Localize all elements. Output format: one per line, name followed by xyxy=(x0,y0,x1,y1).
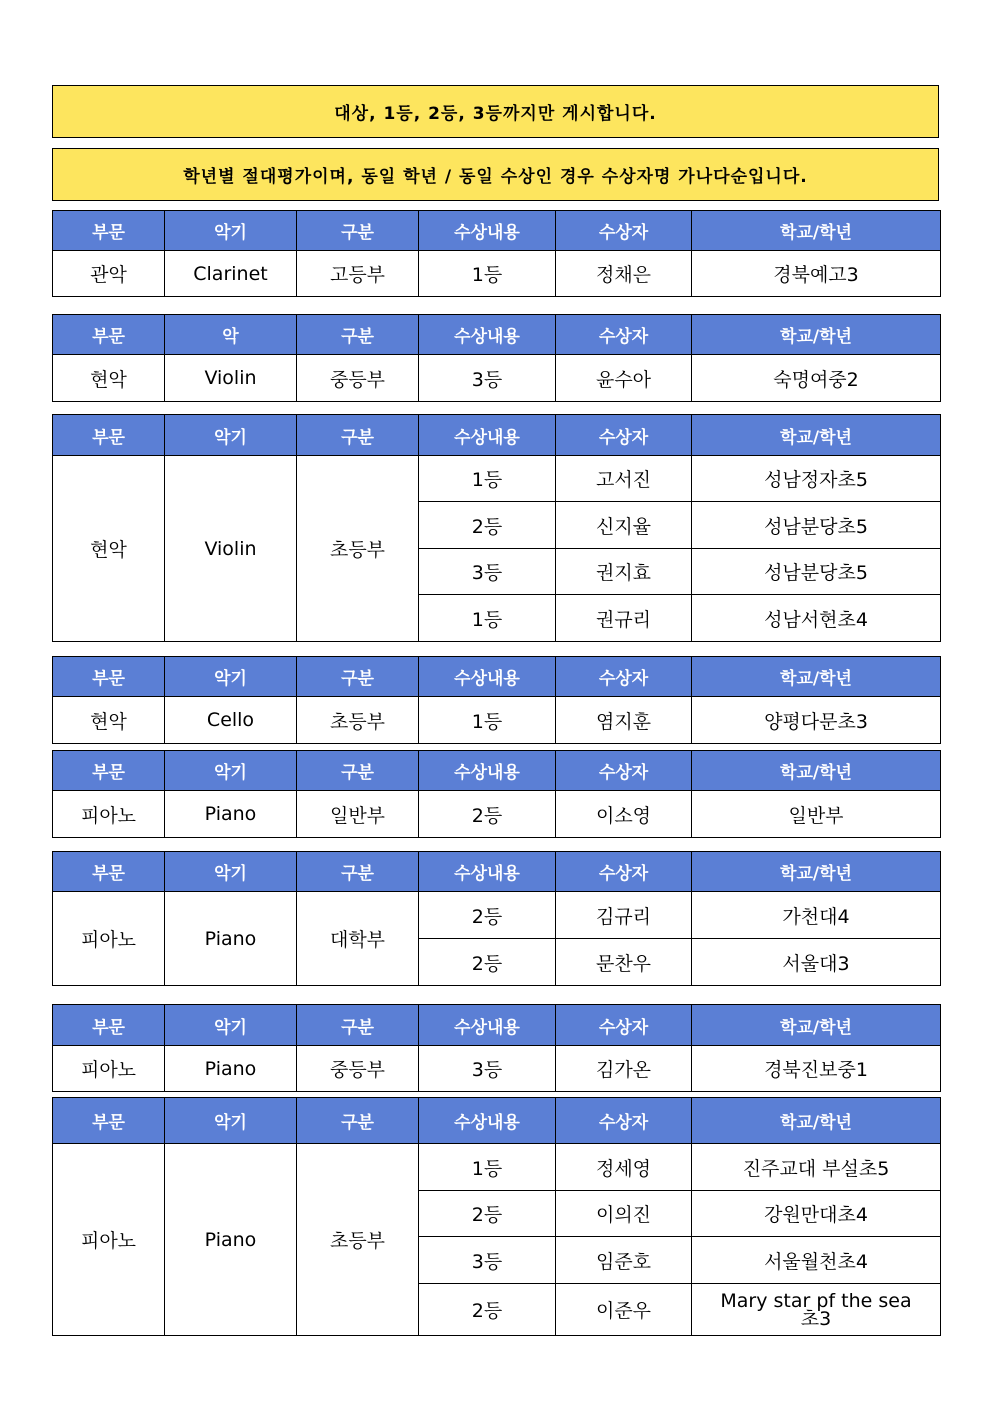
award-cell: 1등 xyxy=(419,1144,556,1191)
table-header-row xyxy=(53,852,941,892)
award-table xyxy=(52,851,941,986)
category-header: 구분 xyxy=(297,657,419,697)
category-header: 구분 xyxy=(297,751,419,791)
instrument-header: 악기 xyxy=(165,751,297,791)
division-cell: 피아노 xyxy=(53,1046,165,1092)
table-header-row xyxy=(53,315,941,355)
instrument-header: 악기 xyxy=(165,657,297,697)
winner-cell: 김가온 xyxy=(556,1046,692,1092)
award-header: 수상내용 xyxy=(419,1005,556,1046)
award-header: 수상내용 xyxy=(419,211,556,251)
winner-cell: 권규리 xyxy=(556,595,692,642)
award-table xyxy=(52,656,941,744)
instrument-header: 악기 xyxy=(165,211,297,251)
notice-text: 대상, 1등, 2등, 3등까지만 게시합니다. xyxy=(334,104,657,124)
award-header: 수상내용 xyxy=(419,1098,556,1144)
winner-cell: 염지훈 xyxy=(556,697,692,744)
school-cell: 서울대3 xyxy=(692,939,941,986)
notice-banner-1 xyxy=(52,85,939,138)
award-table xyxy=(52,314,941,402)
category-header: 구분 xyxy=(297,852,419,892)
table-row xyxy=(53,456,941,502)
award-cell: 1등 xyxy=(419,251,556,297)
category-cell: 초등부 xyxy=(297,456,419,642)
school-cell: 서울월천초4 xyxy=(692,1237,941,1284)
school-cell: 일반부 xyxy=(692,791,941,838)
school-header: 학교/학년 xyxy=(692,657,941,697)
table-row xyxy=(53,1144,941,1191)
winner-header: 수상자 xyxy=(556,751,692,791)
division-cell: 피아노 xyxy=(53,1144,165,1336)
category-cell: 중등부 xyxy=(297,1046,419,1092)
category-header: 구분 xyxy=(297,1098,419,1144)
table-row xyxy=(53,1046,941,1092)
winner-cell: 이준우 xyxy=(556,1284,692,1336)
winner-cell: 정세영 xyxy=(556,1144,692,1191)
division-cell: 피아노 xyxy=(53,791,165,838)
winner-header: 수상자 xyxy=(556,415,692,456)
award-table xyxy=(52,210,941,297)
division-cell: 현악 xyxy=(53,355,165,402)
division-cell: 피아노 xyxy=(53,892,165,986)
category-cell: 고등부 xyxy=(297,251,419,297)
instrument-header: 악기 xyxy=(165,1005,297,1046)
division-header: 부문 xyxy=(53,1098,165,1144)
winner-header: 수상자 xyxy=(556,852,692,892)
award-cell: 2등 xyxy=(419,892,556,939)
winner-cell: 임준호 xyxy=(556,1237,692,1284)
school-cell: 강원만대초4 xyxy=(692,1191,941,1237)
award-cell: 2등 xyxy=(419,939,556,986)
school-header: 학교/학년 xyxy=(692,1098,941,1144)
category-header: 구분 xyxy=(297,415,419,456)
table-header-row xyxy=(53,415,941,456)
category-header: 구분 xyxy=(297,315,419,355)
award-header: 수상내용 xyxy=(419,415,556,456)
award-cell: 3등 xyxy=(419,355,556,402)
award-cell: 1등 xyxy=(419,456,556,502)
division-header: 부문 xyxy=(53,852,165,892)
winner-cell: 신지율 xyxy=(556,502,692,549)
winner-cell: 윤수아 xyxy=(556,355,692,402)
instrument-header: 악 xyxy=(165,315,297,355)
winner-header: 수상자 xyxy=(556,657,692,697)
school-header: 학교/학년 xyxy=(692,415,941,456)
notice-text: 학년별 절대평가이며, 동일 학년 / 동일 수상인 경우 수상자명 가나다순입니다. xyxy=(183,167,808,187)
category-cell: 초등부 xyxy=(297,697,419,744)
winner-cell: 권지효 xyxy=(556,549,692,595)
award-cell: 2등 xyxy=(419,1284,556,1336)
category-header: 구분 xyxy=(297,211,419,251)
category-cell: 중등부 xyxy=(297,355,419,402)
school-header: 학교/학년 xyxy=(692,211,941,251)
division-cell: 관악 xyxy=(53,251,165,297)
award-cell: 3등 xyxy=(419,1046,556,1092)
school-cell: 숙명여중2 xyxy=(692,355,941,402)
award-table xyxy=(52,1004,941,1092)
award-header: 수상내용 xyxy=(419,657,556,697)
winner-cell: 문찬우 xyxy=(556,939,692,986)
category-cell: 초등부 xyxy=(297,1144,419,1336)
instrument-cell: Cello xyxy=(165,697,297,744)
school-cell: Mary star pf the sea 초3 xyxy=(692,1284,941,1336)
division-header: 부문 xyxy=(53,415,165,456)
winner-cell: 고서진 xyxy=(556,456,692,502)
instrument-header: 악기 xyxy=(165,415,297,456)
category-header: 구분 xyxy=(297,1005,419,1046)
winner-cell: 이소영 xyxy=(556,791,692,838)
division-cell: 현악 xyxy=(53,697,165,744)
winner-cell: 정채은 xyxy=(556,251,692,297)
winner-header: 수상자 xyxy=(556,211,692,251)
award-cell: 1등 xyxy=(419,595,556,642)
instrument-cell: Piano xyxy=(165,1046,297,1092)
instrument-cell: Violin xyxy=(165,355,297,402)
table-row xyxy=(53,791,941,838)
winner-header: 수상자 xyxy=(556,1098,692,1144)
award-cell: 2등 xyxy=(419,502,556,549)
award-cell: 2등 xyxy=(419,1191,556,1237)
instrument-header: 악기 xyxy=(165,1098,297,1144)
school-cell: 경북예고3 xyxy=(692,251,941,297)
school-header: 학교/학년 xyxy=(692,751,941,791)
table-header-row xyxy=(53,751,941,791)
award-header: 수상내용 xyxy=(419,315,556,355)
table-row xyxy=(53,251,941,297)
winner-cell: 이의진 xyxy=(556,1191,692,1237)
award-cell: 3등 xyxy=(419,1237,556,1284)
school-header: 학교/학년 xyxy=(692,852,941,892)
division-header: 부문 xyxy=(53,315,165,355)
award-table xyxy=(52,414,941,642)
winner-cell: 김규리 xyxy=(556,892,692,939)
award-header: 수상내용 xyxy=(419,852,556,892)
table-row xyxy=(53,355,941,402)
school-header: 학교/학년 xyxy=(692,315,941,355)
instrument-cell: Clarinet xyxy=(165,251,297,297)
school-cell: 성남정자초5 xyxy=(692,456,941,502)
table-row xyxy=(53,892,941,939)
award-table xyxy=(52,750,941,838)
division-header: 부문 xyxy=(53,1005,165,1046)
instrument-cell: Piano xyxy=(165,1144,297,1336)
school-header: 학교/학년 xyxy=(692,1005,941,1046)
instrument-cell: Piano xyxy=(165,791,297,838)
school-cell: 양평다문초3 xyxy=(692,697,941,744)
school-cell: 성남분당초5 xyxy=(692,549,941,595)
table-header-row xyxy=(53,657,941,697)
award-header: 수상내용 xyxy=(419,751,556,791)
school-cell: 성남분당초5 xyxy=(692,502,941,549)
school-cell: 성남서현초4 xyxy=(692,595,941,642)
table-row xyxy=(53,697,941,744)
award-cell: 3등 xyxy=(419,549,556,595)
category-cell: 대학부 xyxy=(297,892,419,986)
division-header: 부문 xyxy=(53,751,165,791)
table-header-row xyxy=(53,1005,941,1046)
category-cell: 일반부 xyxy=(297,791,419,838)
award-cell: 1등 xyxy=(419,697,556,744)
division-cell: 현악 xyxy=(53,456,165,642)
winner-header: 수상자 xyxy=(556,315,692,355)
division-header: 부문 xyxy=(53,657,165,697)
instrument-cell: Violin xyxy=(165,456,297,642)
award-table xyxy=(52,1097,941,1336)
table-header-row xyxy=(53,1098,941,1144)
winner-header: 수상자 xyxy=(556,1005,692,1046)
table-header-row xyxy=(53,211,941,251)
school-cell: 가천대4 xyxy=(692,892,941,939)
school-cell: 진주교대 부설초5 xyxy=(692,1144,941,1191)
division-header: 부문 xyxy=(53,211,165,251)
notice-banner-2 xyxy=(52,148,939,201)
school-cell: 경북진보중1 xyxy=(692,1046,941,1092)
instrument-cell: Piano xyxy=(165,892,297,986)
award-cell: 2등 xyxy=(419,791,556,838)
instrument-header: 악기 xyxy=(165,852,297,892)
